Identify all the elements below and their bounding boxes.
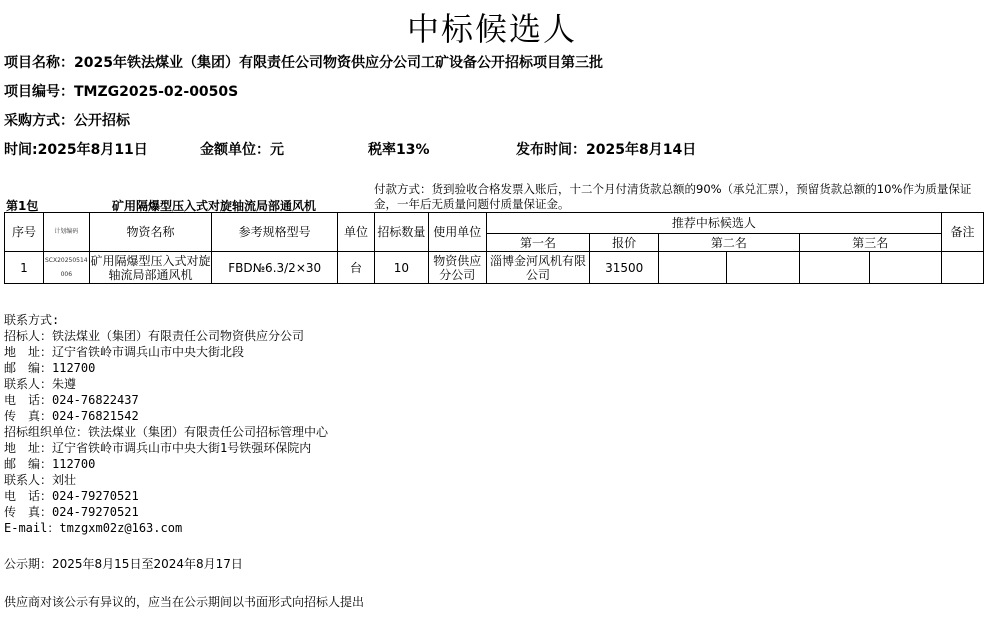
- cell-first: 淄博金河风机有限公司: [486, 252, 590, 284]
- project-number-line: [4, 81, 238, 101]
- cell-spec: FBD№6.3/2×30: [212, 252, 338, 284]
- tenderer-zip: 邮 编：112700: [4, 361, 96, 375]
- currency-field: [200, 139, 368, 159]
- header-second: 第二名: [659, 234, 799, 252]
- cell-second-b: [726, 252, 799, 284]
- time-value: 2025年8月11日: [37, 142, 148, 158]
- cell-remark: [942, 252, 984, 284]
- cell-third-a: [799, 252, 870, 284]
- email[interactable]: E-mail：tmzgxm02z@163.com: [4, 521, 183, 535]
- header-material: 物资名称: [89, 213, 212, 252]
- payment-terms: 付款方式：货到验收合格发票入账后，十二个月付清货款总额的90%（承兑汇票），预留货款总额的10%作为质量保证金，一年后无质量问题付质量保证金。: [374, 182, 972, 211]
- project-number-label: 项目编号：: [4, 84, 74, 100]
- cell-user: 物资供应分公司: [428, 252, 486, 284]
- tenderer-fax: 传 真：024-76821542: [4, 409, 139, 423]
- header-qty: 招标数量: [375, 213, 429, 252]
- header-unit: 单位: [338, 213, 375, 252]
- agency-person: 联系人：刘壮: [4, 473, 77, 487]
- cell-qty: 10: [375, 252, 429, 284]
- cell-material: 矿用隔爆型压入式对旋轴流局部通风机: [90, 253, 211, 282]
- tenderer: 招标人：铁法煤业（集团）有限责任公司物资供应分公司: [4, 329, 305, 343]
- tenderer-person: 联系人：朱遵: [4, 377, 77, 391]
- cell-price: 31500: [590, 252, 659, 284]
- public-period: 公示期：2025年8月15日至2024年8月17日: [4, 557, 243, 571]
- tax-rate: 税率13%: [368, 142, 430, 158]
- agency-address: 地 址：辽宁省铁岭市调兵山市中央大街1号铁强环保院内: [4, 441, 312, 455]
- lot-label: 第1包: [6, 199, 39, 213]
- agency-zip: 邮 编：112700: [4, 457, 96, 471]
- objection-notice: 供应商对该公示有异议的，应当在公示期间以书面形式向招标人提出: [4, 595, 365, 609]
- page-title: 中标候选人: [406, 10, 577, 48]
- header-first: 第一名: [486, 234, 590, 252]
- cell-third-b: [870, 252, 942, 284]
- publish-field: [516, 139, 696, 159]
- header-third: 第三名: [799, 234, 941, 252]
- table-header-row: [5, 213, 984, 234]
- header-user: 使用单位: [428, 213, 486, 252]
- publish-label: 发布时间：: [516, 142, 586, 158]
- project-number: TMZG2025-02-0050S: [74, 84, 239, 100]
- header-plan-no: 计划编码: [43, 213, 89, 252]
- contact-block: [4, 312, 328, 536]
- procurement-method: 公开招标: [74, 113, 130, 129]
- header-spec: 参考规格型号: [212, 213, 338, 252]
- currency-label: 金额单位：: [200, 142, 270, 158]
- cell-unit: 台: [338, 252, 375, 284]
- header-remark: 备注: [942, 213, 984, 252]
- tenderer-address: 地 址：辽宁省铁岭市调兵山市中央大街北段: [4, 345, 245, 359]
- agency-phone: 电 话：024-79270521: [4, 489, 139, 503]
- cell-second-a: [659, 252, 727, 284]
- agency: 招标组织单位：铁法煤业（集团）有限责任公司招标管理中心: [4, 425, 329, 439]
- cell-plan-no: SCX20250514006: [43, 252, 89, 284]
- time-label: 时间:: [4, 142, 38, 158]
- publish-value: 2025年8月14日: [586, 142, 697, 158]
- lot-name: 矿用隔爆型压入式对旋轴流局部通风机: [112, 199, 317, 213]
- project-name-label: 项目名称：: [4, 55, 74, 71]
- agency-fax: 传 真：024-79270521: [4, 505, 139, 519]
- candidate-table: [4, 212, 984, 284]
- meta-line: [4, 139, 696, 159]
- contact-heading: 联系方式:: [4, 313, 60, 327]
- table-row: [5, 252, 984, 284]
- currency-value: 元: [270, 142, 284, 158]
- header-price: 报价: [590, 234, 659, 252]
- header-recommended: 推荐中标候选人: [486, 213, 941, 234]
- cell-seq: 1: [5, 252, 44, 284]
- procurement-method-line: [4, 110, 130, 130]
- header-seq: 序号: [5, 213, 44, 252]
- project-name-line: [4, 52, 603, 72]
- procurement-method-label: 采购方式：: [4, 113, 74, 129]
- time-field: [4, 139, 200, 159]
- tenderer-phone: 电 话：024-76822437: [4, 393, 139, 407]
- project-name: 2025年铁法煤业（集团）有限责任公司物资供应分公司工矿设备公开招标项目第三批: [74, 55, 603, 71]
